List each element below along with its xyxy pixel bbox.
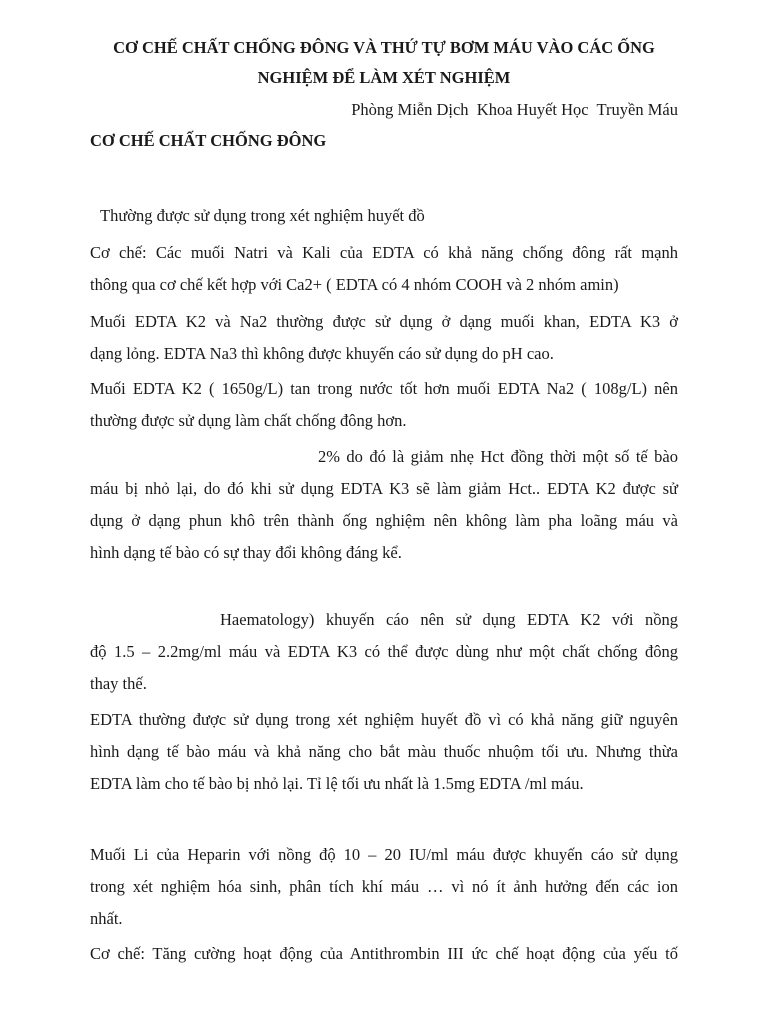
paragraph-solubility [90, 373, 678, 437]
paragraph-line: EDTA làm cho tế bào bị nhỏ lại. Tỉ lệ tối ưu nhất là 1.5mg EDTA /ml máu. [90, 774, 584, 793]
paragraph-line: độ 1.5 – 2.2mg/ml máu và EDTA K3 có thể được dùng như một chất chống đông [90, 642, 678, 661]
section-heading: CƠ CHẾ CHẤT CHỐNG ĐÔNG [90, 131, 327, 150]
department-line: Phòng Miễn Dịch Khoa Huyết Học Truyền Máu [351, 100, 678, 119]
paragraph-line: dụng ở dạng phun khô trên thành ống nghiệm nên không làm pha loãng máu và [90, 511, 678, 530]
paragraph-edta-usage [90, 704, 678, 800]
paragraph-line: Muối Li của Heparin với nồng độ 10 – 20 IU/ml máu được khuyến cáo sử dụng [90, 845, 678, 864]
paragraph-line: Cơ chế: Các muối Natri và Kali của EDTA có khả năng chống đông rất mạnh [90, 243, 678, 262]
document-title-line-2: NGHIỆM ĐỂ LÀM XÉT NGHIỆM [257, 68, 511, 87]
paragraph-line: Thường được sử dụng trong xét nghiệm huyết đồ [100, 206, 425, 225]
paragraph-heparin [90, 839, 678, 935]
paragraph-line: 2% do đó là giảm nhẹ Hct đồng thời một số tế bào [318, 447, 678, 466]
paragraph-line: Cơ chế: Tăng cường hoạt động của Antithrombin III ức chế hoạt động của yếu tố [90, 944, 678, 963]
paragraph-line: EDTA thường được sử dụng trong xét nghiệm huyết đồ vì có khả năng giữ nguyên [90, 710, 678, 729]
paragraph-line: thay thế. [90, 674, 147, 693]
paragraph-salt-forms [90, 306, 678, 370]
paragraph-mechanism [90, 237, 678, 301]
paragraph-line: hình dạng tế bào có sự thay đổi không đáng kể. [90, 543, 402, 562]
paragraph-heparin-mechanism [90, 938, 678, 970]
paragraph-hct [90, 441, 678, 569]
paragraph-line: thông qua cơ chế kết hợp với Ca2+ ( EDTA có 4 nhóm COOH và 2 nhóm amin) [90, 275, 619, 294]
document-title-line-1: CƠ CHẾ CHẤT CHỐNG ĐÔNG VÀ THỨ TỰ BƠM MÁU VÀO CÁC ỐNG [113, 38, 655, 57]
paragraph-line: Haematology) khuyến cáo nên sử dụng EDTA K2 với nồng [220, 610, 678, 629]
paragraph-line: nhất. [90, 909, 123, 928]
paragraph-line: hình dạng tế bào máu và khả năng cho bắt màu thuốc nhuộm tối ưu. Nhưng thừa [90, 742, 678, 761]
paragraph-line: thường được sử dụng làm chất chống đông hơn. [90, 411, 407, 430]
paragraph-line: trong xét nghiệm hóa sinh, phân tích khí máu … vì nó ít ảnh hưởng đến các ion [90, 877, 678, 896]
paragraph-line: Muối EDTA K2 ( 1650g/L) tan trong nước tốt hơn muối EDTA Na2 ( 108g/L) nên [90, 379, 678, 398]
paragraph-line: Muối EDTA K2 và Na2 thường được sử dụng ở dạng muối khan, EDTA K3 ở [90, 312, 678, 331]
paragraph-line: dạng lỏng. EDTA Na3 thì không được khuyến cáo sử dụng do pH cao. [90, 344, 554, 363]
paragraph-usage [100, 200, 500, 232]
paragraph-recommendation [90, 604, 678, 700]
paragraph-line: máu bị nhỏ lại, do đó khi sử dụng EDTA K3 sẽ làm giảm Hct.. EDTA K2 được sử [90, 479, 678, 498]
